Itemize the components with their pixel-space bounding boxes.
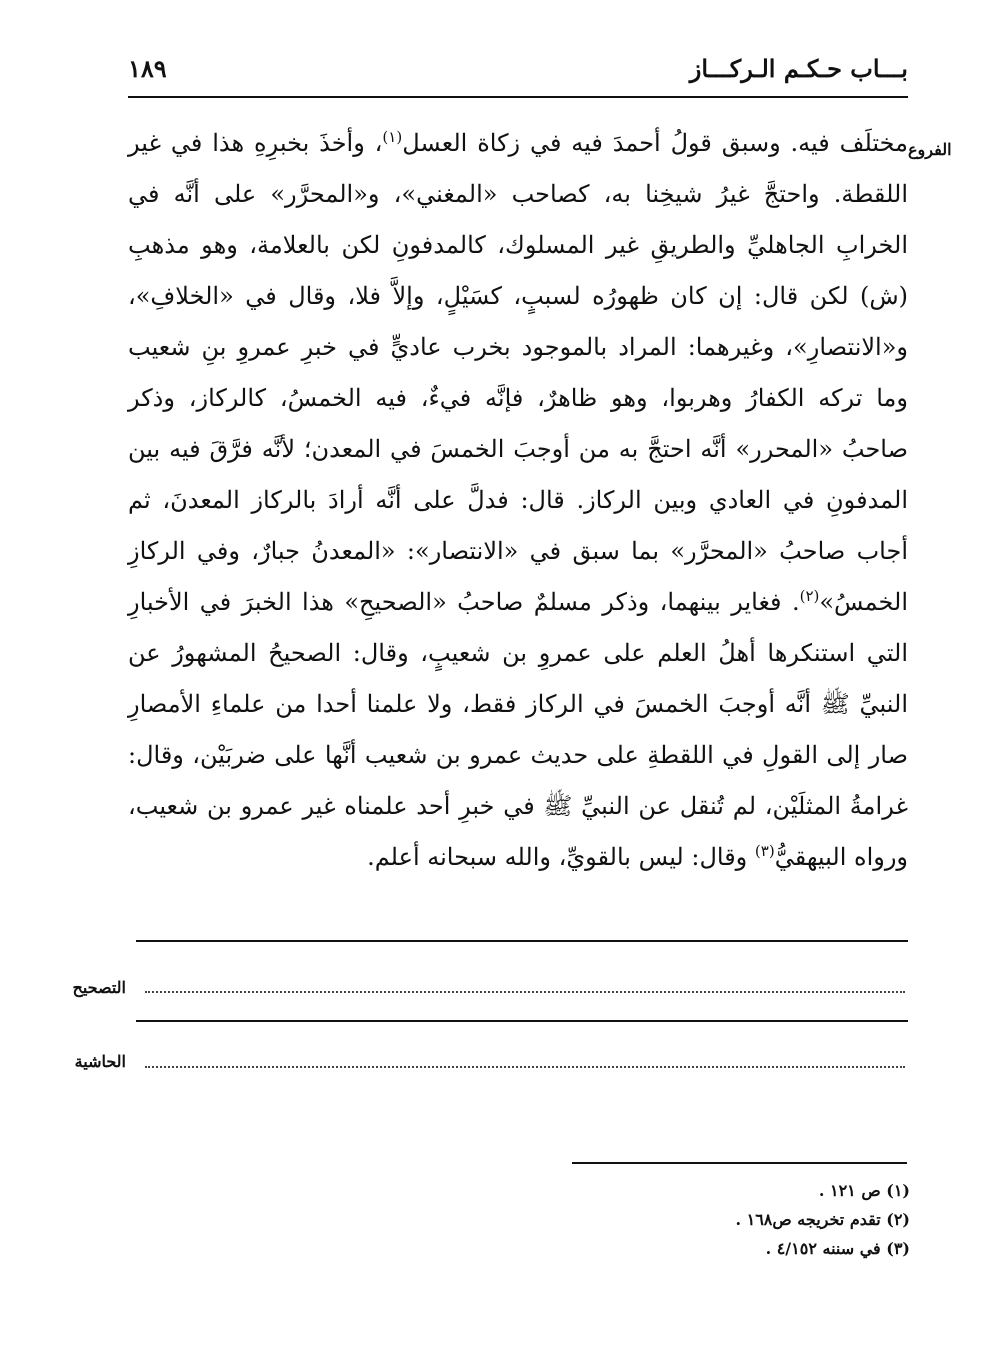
annotation-label: الحاشية — [74, 1052, 126, 1071]
footnote-2: (٢) تقدم تخريجه ص١٦٨ . — [735, 1210, 910, 1229]
section-divider-middle — [136, 1020, 908, 1022]
footnote-ref-3: (٣) — [754, 842, 775, 860]
body-segment-4: وقال: ليس بالقويِّ، والله سبحانه أعلم. — [367, 843, 755, 871]
body-segment-1: مختلَف فيه. وسبق قولُ أحمدَ فيه في زكاة العسل — [402, 129, 909, 157]
correction-label: التصحيح — [72, 978, 126, 997]
footnote-divider — [572, 1162, 907, 1164]
footnotes — [590, 1176, 910, 1263]
body-segment-3: . فغاير بينهما، وذكر مسلمٌ صاحبُ «الصحيحِ» هذا الخبرَ في الأخبارِ التي استنكرها أهلُ العلم على عمروِ بن شعيبٍ، وقال: الصحيحُ المشهورُ عن النبيِّ ﷺ أنَّه أوجبَ الخمسَ في الركاز فقط، ولا علمنا أحدا من علماءِ الأمصارِ صار إلى القولِ في اللقطةِ على حديث عمرو بن شعيب أنَّها على ضربَيْن، وقال: غرامةُ المثلَيْن، لم تُنقل عن النبيِّ ﷺ في خبرِ أحد علمناه غير عمرو بن شعيب، ورواه البيهقيُّ — [128, 588, 909, 871]
annotation-field — [145, 1066, 905, 1068]
footnote-ref-2: (٢) — [799, 587, 820, 605]
margin-label: الفروع — [908, 140, 952, 159]
page-number: ١٨٩ — [128, 54, 167, 83]
footnote-3: (٣) في سننه ٤/١٥٢ . — [765, 1239, 910, 1258]
footnote-1: (١) ص ١٢١ . — [818, 1181, 910, 1200]
page-header — [128, 50, 908, 98]
body-segment-2: ، وأخذَ بخبرِهِ هذا في غير اللقطة. واحتجَّ غيرُ شيخِنا به، كصاحب «المغني»، و«المحرَّر» على أنَّه في الخرابِ الجاهليِّ والطريقِ غير المسلوك، كالمدفونِ لكن بالعلامة، وهو مذهبِ (ش) لكن قال: إن كان ظهورُه لسببٍ، كسَيْلٍ، وإلاَّ فلا، وقال في «الخلافِ»، و«الانتصارِ»، وغيرهما: المراد بالموجود بخرب عاديٍّ في خبرِ عمروِ بنِ شعيب وما تركه الكفارُ وهربوا، وهو ظاهرٌ، فإنَّه فيءٌ، فيه الخمسُ، كالركاز، وذكر صاحبُ «المحرر» أنَّه احتجَّ به من أوجبَ الخمسَ في المعدن؛ لأنَّه فرَّقَ فيه بين المدفونِ في العادي وبين الركاز. قال: فدلَّ على أنَّه أرادَ بالركاز المعدنَ، ثم أجاب صاحبُ «المحرَّر» بما سبق في «الانتصار»: «المعدنُ جبارٌ، وفي الركازِ الخمسُ» — [128, 129, 908, 616]
chapter-title: بـــاب حـكـم الـركـــاز — [689, 54, 908, 83]
footnote-ref-1: (١) — [382, 128, 403, 146]
main-text — [128, 118, 908, 883]
section-divider-top — [136, 940, 908, 942]
correction-field — [145, 991, 905, 993]
header-divider — [128, 96, 908, 98]
